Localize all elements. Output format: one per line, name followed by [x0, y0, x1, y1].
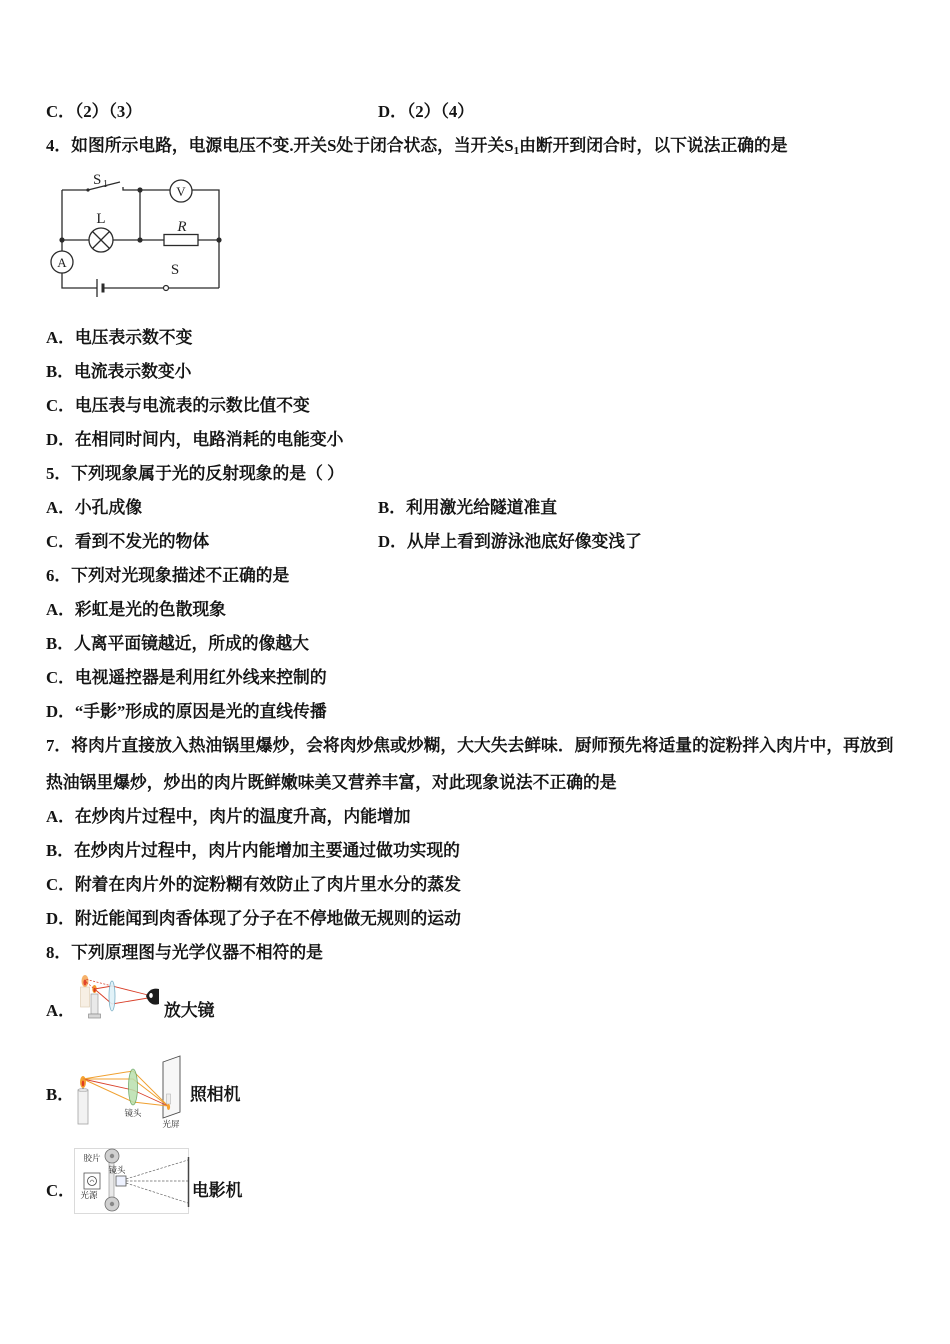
virtual-image-candle	[81, 987, 90, 1007]
convex-lens	[109, 981, 115, 1011]
label-voltmeter: V	[176, 184, 186, 199]
q4-option-c: C．电压表与电流表的示数比值不变	[46, 396, 310, 415]
q8-option-b-letter: B．	[46, 1085, 74, 1104]
q4-option-a: A．电压表示数不变	[46, 328, 193, 347]
film-reel-top-hub	[110, 1154, 114, 1158]
q3-option-c: C．（2）（3）	[46, 102, 143, 121]
projector-lens	[116, 1176, 126, 1186]
q7-option-d: D．附近能闻到肉香体现了分子在不停地做无规则的运动	[46, 909, 461, 928]
label-resistor: R	[177, 219, 187, 235]
q6-option-b: B．人离平面镜越近，所成的像越大	[46, 634, 309, 653]
q3-option-d: D．（2）（4）	[378, 102, 475, 121]
candle-body	[78, 1090, 88, 1124]
lens-label: 镜头	[124, 1108, 142, 1118]
light-ray	[83, 1079, 168, 1106]
inverted-image-candle	[167, 1094, 171, 1104]
q7-option-a: A．在炒肉片过程中，肉片的温度升高，内能增加	[46, 807, 411, 826]
light-ray	[95, 989, 149, 1004]
film-reel-bottom-hub	[110, 1202, 114, 1206]
q8-option-c-letter: C．	[46, 1181, 75, 1200]
q4-option-d: D．在相同时间内，电路消耗的电能变小	[46, 430, 344, 449]
q4-stem	[46, 135, 788, 157]
wire-top-right	[192, 190, 219, 288]
q5-option-d: D．从岸上看到游泳池底好像变浅了	[378, 532, 642, 551]
candle-holder	[89, 1014, 101, 1018]
q6-stem: 6．下列对光现象描述不正确的是	[46, 566, 290, 585]
virtual-image-flame-core	[83, 980, 86, 986]
beam-edge	[126, 1183, 188, 1203]
junction-dot	[216, 237, 221, 242]
q6-option-a: A．彩虹是光的色散现象	[46, 600, 226, 619]
convex-lens	[129, 1069, 138, 1105]
projector-lens-label: 镜头	[108, 1165, 126, 1175]
resistor-symbol	[164, 235, 198, 246]
eye-highlight	[149, 993, 153, 998]
switch-s-contact	[164, 286, 169, 291]
light-screen	[163, 1056, 180, 1118]
q8-stem: 8．下列原理图与光学仪器不相符的是	[46, 943, 323, 962]
wire-left-lower	[62, 273, 97, 288]
q4-stem-text: 4．如图所示电路，电源电压不变.开关S处于闭合状态，当开关S	[46, 136, 514, 155]
inverted-image-flame	[167, 1104, 170, 1110]
magnifier-diagram	[74, 972, 164, 1024]
q5-option-a: A．小孔成像	[46, 498, 143, 517]
label-switch-s1: S	[93, 172, 102, 188]
q7-stem-line-1: 7．将肉片直接放入热油锅里爆炒，会将肉炒焦或炒糊，大大失去鲜味．厨师预先将适量的淀粉拌入肉片中，再放到	[46, 736, 894, 755]
circuit-diagram	[40, 160, 240, 305]
q5-option-c: C．看到不发光的物体	[46, 532, 210, 551]
junction-dot	[59, 237, 64, 242]
q7-stem-line-2: 热油锅里爆炒，炒出的肉片既鲜嫩味美又营养丰富，对此现象说法不正确的是	[46, 773, 617, 792]
candle-body	[91, 994, 98, 1014]
label-switch-s1-subscript: 1	[103, 179, 108, 190]
q4-stem-text-end: 由断开到闭合时，以下说法正确的是	[519, 136, 788, 155]
q4-option-b: B．电流表示数变小	[46, 362, 192, 381]
virtual-ray-extension	[85, 979, 112, 986]
light-bulb-icon	[88, 1177, 97, 1186]
label-lamp: L	[96, 211, 106, 227]
junction-dot	[137, 187, 142, 192]
light-ray	[83, 1079, 168, 1106]
q5-option-b: B．利用激光给隧道准直	[378, 498, 558, 517]
candle-flame-core	[82, 1081, 85, 1087]
q5-stem: 5．下列现象属于光的反射现象的是（ ）	[46, 464, 344, 483]
label-switch-s: S	[170, 262, 180, 278]
film-label: 胶片	[83, 1153, 101, 1163]
projector-diagram	[72, 1146, 190, 1216]
q6-option-d: D．“手影”形成的原因是光的直线传播	[46, 702, 327, 721]
beam-edge	[126, 1160, 188, 1179]
q7-option-c: C．附着在肉片外的淀粉糊有效防止了肉片里水分的蒸发	[46, 875, 461, 894]
screen-label: 光屏	[162, 1119, 180, 1129]
q8-option-c-instrument: 电影机	[192, 1181, 243, 1200]
light-ray	[95, 986, 149, 995]
light-ray	[83, 1079, 168, 1106]
q8-option-a-instrument: 放大镜	[164, 1001, 215, 1020]
q7-option-b: B．在炒肉片过程中，肉片内能增加主要通过做功实现的	[46, 841, 460, 860]
wire-top-middle	[123, 187, 170, 190]
camera-diagram	[72, 1054, 188, 1130]
label-ammeter: A	[57, 255, 67, 270]
q8-option-b-instrument: 照相机	[190, 1085, 241, 1104]
q6-option-c: C．电视遥控器是利用红外线来控制的	[46, 668, 327, 687]
junction-dot	[137, 237, 142, 242]
q8-option-a-letter: A．	[46, 1001, 75, 1020]
q4-stem-subscript: 1	[513, 145, 520, 157]
light-source-label: 光源	[80, 1190, 98, 1200]
lamp-cross	[93, 232, 110, 249]
